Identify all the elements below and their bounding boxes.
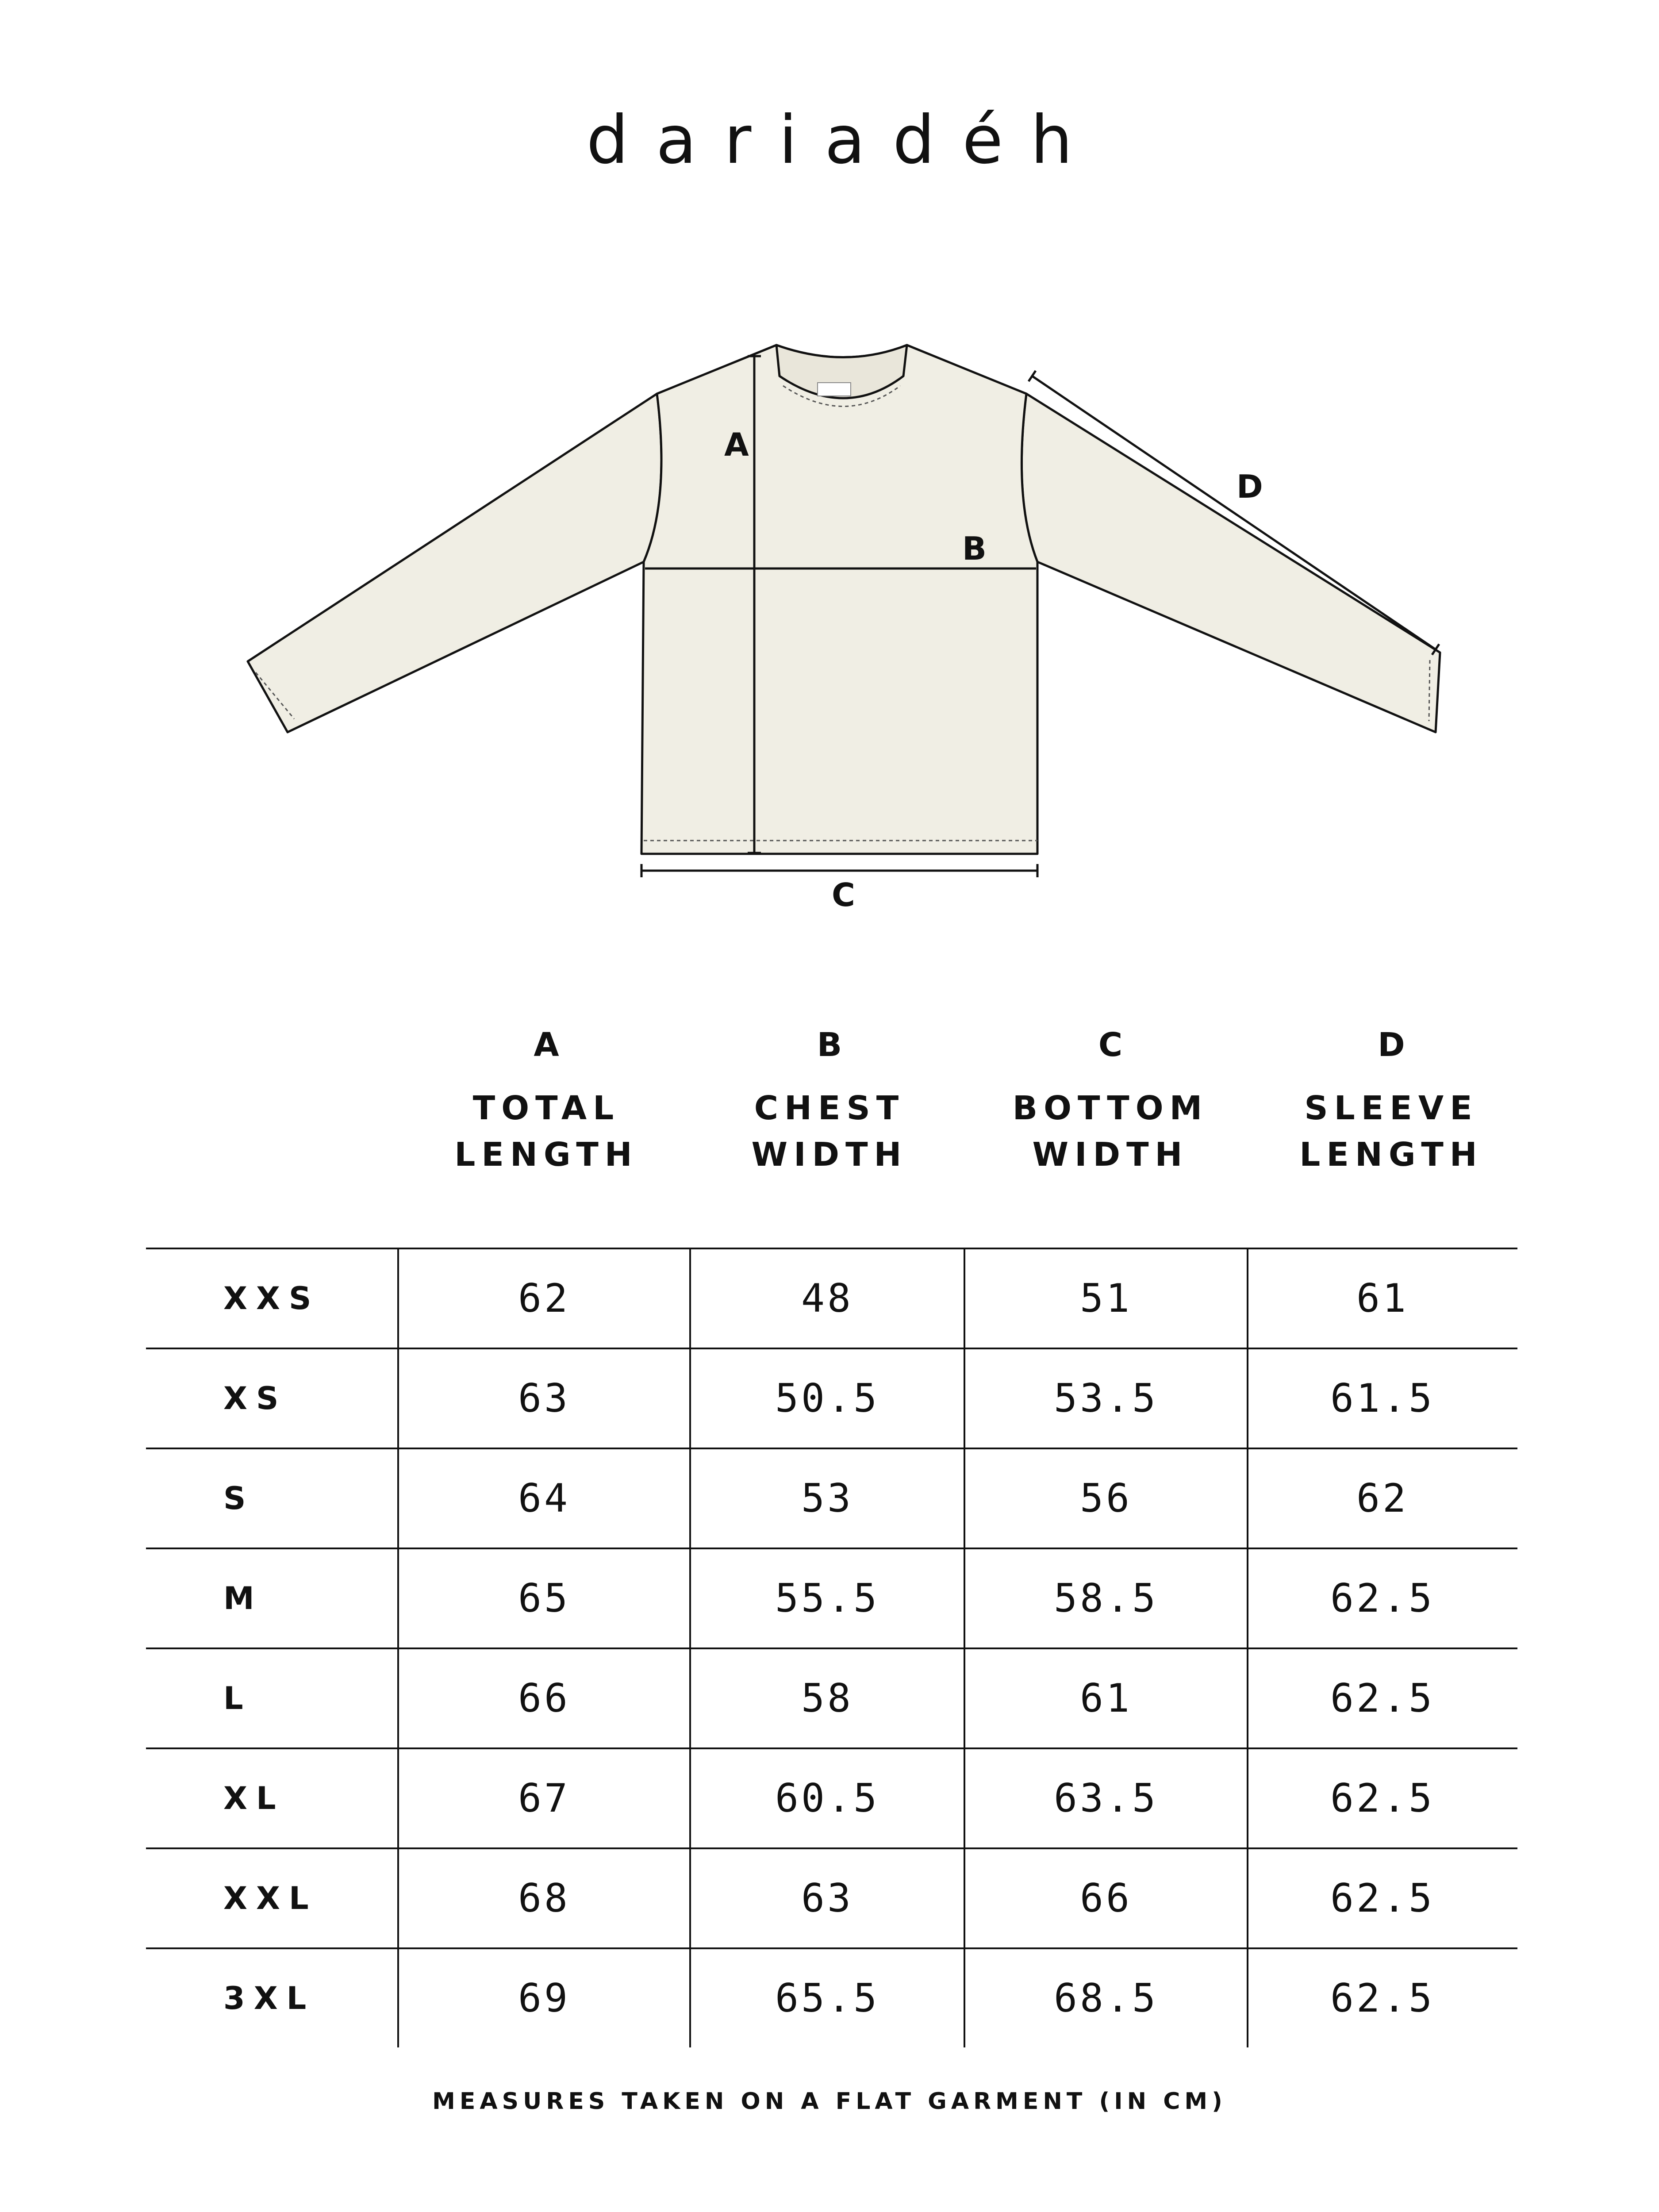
column-header-b xyxy=(697,1022,962,1178)
value-sleeve-length: 61 xyxy=(1356,1275,1409,1321)
column-letter: D xyxy=(1378,1026,1405,1064)
value-chest-width: 53 xyxy=(801,1475,853,1521)
value-sleeve-length: 62 xyxy=(1356,1475,1409,1521)
label-c: C xyxy=(832,876,855,914)
size-label: XL xyxy=(223,1780,285,1816)
table-divider xyxy=(964,1248,965,2047)
value-total-length: 64 xyxy=(518,1475,570,1521)
size-label: XS xyxy=(223,1380,288,1417)
size-label: 3XL xyxy=(223,1980,315,2016)
value-bottom-width: 56 xyxy=(1080,1475,1132,1521)
value-bottom-width: 66 xyxy=(1080,1875,1132,1921)
column-name: BOTTOM WIDTH xyxy=(1012,1089,1209,1174)
value-chest-width: 60.5 xyxy=(775,1775,879,1821)
table-row-3xl xyxy=(146,1947,1517,2047)
column-header-c xyxy=(978,1022,1243,1178)
value-chest-width: 55.5 xyxy=(775,1575,879,1621)
garment-diagram xyxy=(0,0,1659,951)
sweater-outline xyxy=(248,345,1440,854)
value-sleeve-length: 62.5 xyxy=(1330,1775,1435,1821)
value-total-length: 65 xyxy=(518,1575,570,1621)
column-header-d xyxy=(1259,1022,1524,1178)
size-label: M xyxy=(223,1580,263,1617)
label-a: A xyxy=(724,426,749,463)
value-bottom-width: 63.5 xyxy=(1054,1775,1158,1821)
table-row-l xyxy=(146,1647,1517,1747)
value-sleeve-length: 62.5 xyxy=(1330,1675,1435,1721)
size-label: S xyxy=(223,1480,255,1517)
value-bottom-width: 51 xyxy=(1080,1275,1132,1321)
value-total-length: 63 xyxy=(518,1375,570,1421)
table-row-xl xyxy=(146,1747,1517,1847)
column-name: SLEEVE LENGTH xyxy=(1299,1089,1483,1174)
label-d: D xyxy=(1237,468,1263,505)
table-divider xyxy=(1247,1248,1248,2047)
value-chest-width: 58 xyxy=(801,1675,853,1721)
size-label: XXS xyxy=(223,1280,320,1317)
value-sleeve-length: 62.5 xyxy=(1330,1575,1435,1621)
column-name: CHEST WIDTH xyxy=(751,1089,908,1174)
size-chart-table xyxy=(146,1248,1517,2047)
value-chest-width: 65.5 xyxy=(775,1975,879,2021)
value-bottom-width: 68.5 xyxy=(1054,1975,1158,2021)
value-total-length: 69 xyxy=(518,1975,570,2021)
table-row-s xyxy=(146,1448,1517,1548)
value-sleeve-length: 62.5 xyxy=(1330,1875,1435,1921)
value-bottom-width: 53.5 xyxy=(1054,1375,1158,1421)
column-name: TOTAL LENGTH xyxy=(454,1089,638,1174)
value-chest-width: 48 xyxy=(801,1275,853,1321)
column-letter: A xyxy=(534,1026,559,1064)
size-label: L xyxy=(223,1680,252,1717)
table-row-xs xyxy=(146,1348,1517,1448)
table-divider xyxy=(689,1248,691,2047)
column-letter: B xyxy=(817,1026,842,1064)
table-row-xxs xyxy=(146,1248,1517,1348)
value-chest-width: 50.5 xyxy=(775,1375,879,1421)
column-letter: C xyxy=(1098,1026,1123,1064)
value-total-length: 62 xyxy=(518,1275,570,1321)
value-sleeve-length: 61.5 xyxy=(1330,1375,1435,1421)
value-total-length: 66 xyxy=(518,1675,570,1721)
table-row-m xyxy=(146,1548,1517,1647)
value-total-length: 68 xyxy=(518,1875,570,1921)
value-total-length: 67 xyxy=(518,1775,570,1821)
value-chest-width: 63 xyxy=(801,1875,853,1921)
value-bottom-width: 58.5 xyxy=(1054,1575,1158,1621)
value-sleeve-length: 62.5 xyxy=(1330,1975,1435,2021)
label-b: B xyxy=(962,530,987,567)
table-row-xxl xyxy=(146,1847,1517,1947)
table-divider xyxy=(397,1248,399,2047)
footnote: MEASURES TAKEN ON A FLAT GARMENT (IN CM) xyxy=(432,2088,1227,2115)
column-header-a xyxy=(414,1022,679,1178)
size-label: XXL xyxy=(223,1880,318,1916)
value-bottom-width: 61 xyxy=(1080,1675,1132,1721)
brand-logo: dariadéh xyxy=(586,102,1100,179)
